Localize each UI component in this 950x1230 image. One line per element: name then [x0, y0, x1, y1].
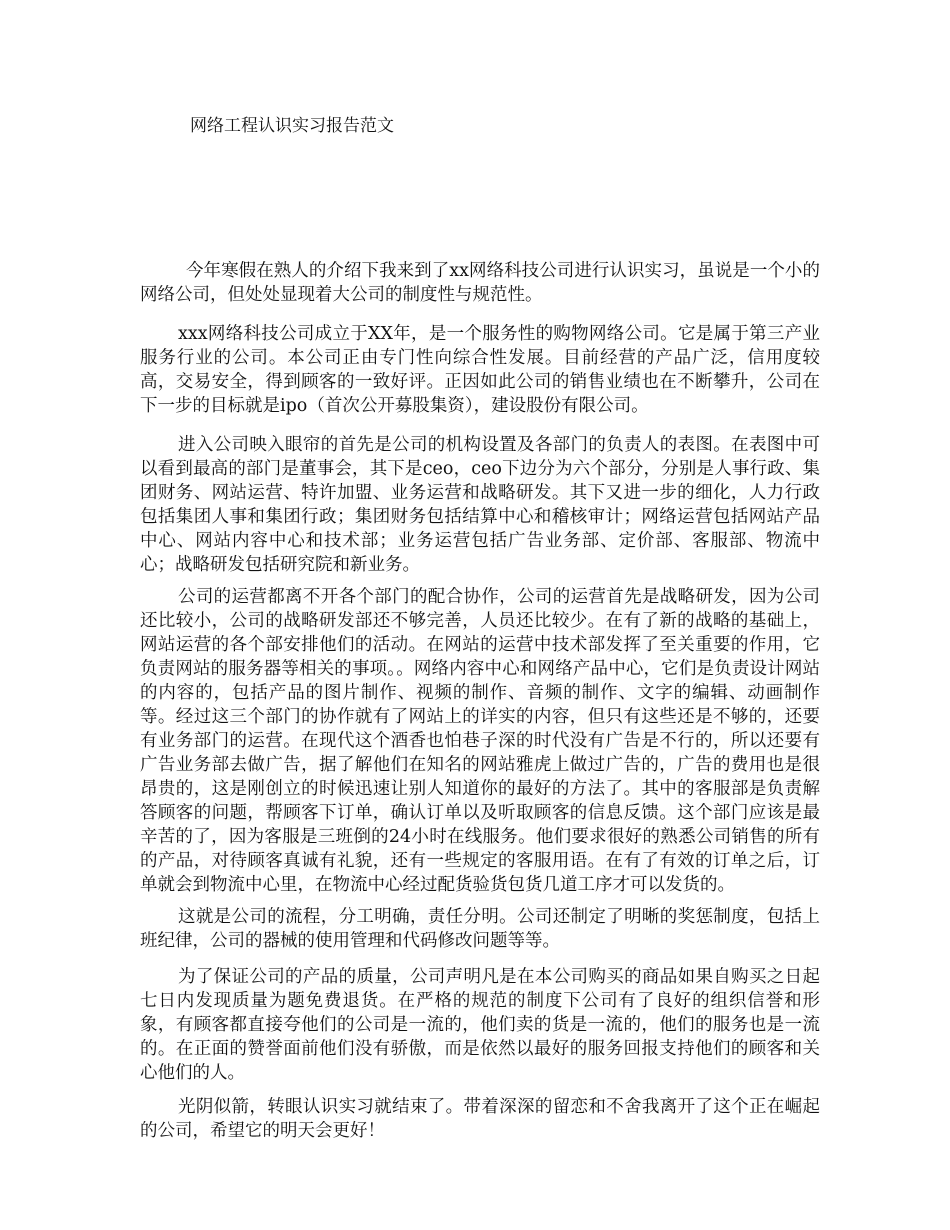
- paragraph-7: 光阴似箭，转眼认识实习就结束了。带着深深的留恋和不舍我离开了这个正在崛起的公司，希望它的明天会更好！: [140, 1096, 820, 1141]
- paragraph-5: 这就是公司的流程，分工明确，责任分明。公司还制定了明晰的奖惩制度，包括上班纪律，公司的器械的使用管理和代码修改问题等等。: [140, 906, 820, 951]
- paragraph-2: xxx网络科技公司成立于XX年，是一个服务性的购物网络公司。它是属于第三产业服务行业的公司。本公司正由专门性向综合性发展。目前经营的产品广泛，信用度较高，交易安全，得到顾客的一致好评。正因如此公司的销售业绩也在不断攀升，公司在下一步的目标就是ipo（首次公开募股集资），建设股份有限公司。: [140, 323, 820, 416]
- paragraph-4: 公司的运营都离不开各个部门的配合协作，公司的运营首先是战略研发，因为公司还比较小，公司的战略研发部还不够完善，人员还比较少。在有了新的战略的基础上，网站运营的各个部安排他们的活动。在网站的运营中技术部发挥了至关重要的作用，它负责网站的服务器等相关的事项。。网络内容中心和网络产品中心，它们是负责设计网站的内容的，包括产品的图片制作、视频的制作、音频的制作、文字的编辑、动画制作等。经过这三个部门的协作就有了网站上的详实的内容，但只有这些还是不够的，还要有业务部门的运营。在现代这个酒香也怕巷子深的时代没有广告是不行的，所以还要有广告业务部去做广告，据了解他们在知名的网站雅虎上做过广告的，广告的费用也是很昂贵的，这是刚创立的时候迅速让别人知道你的最好的方法了。其中的客服部是负责解答顾客的问题，帮顾客下订单，确认订单以及听取顾客的信息反馈。这个部门应该是最辛苦的了，因为客服是三班倒的24小时在线服务。他们要求很好的熟悉公司销售的所有的产品，对待顾客真诚有礼貌，还有一些规定的客服用语。在有了有效的订单之后，订单就会到物流中心里，在物流中心经过配货验货包货几道工序才可以发货的。: [140, 586, 820, 895]
- paragraph-3: 进入公司映入眼帘的首先是公司的机构设置及各部门的负责人的表图。在表图中可以看到最高的部门是董事会，其下是ceo，ceo下边分为六个部分，分别是人事行政、集团财务、网站运营、特许加盟、业务运营和战略研发。其下又进一步的细化，人力行政包括集团人事和集团行政；集团财务包括结算中心和稽核审计；网络运营包括网站产品中心、网站内容中心和技术部；业务运营包括广告业务部、定价部、客服部、物流中心；战略研发包括研究院和新业务。: [140, 434, 820, 575]
- paragraph-6: 为了保证公司的产品的质量，公司声明凡是在本公司购买的商品如果自购买之日起七日内发现质量为题免费退货。在严格的规范的制度下公司有了良好的组织信誉和形象，有顾客都直接夸他们的公司是一流的，他们卖的货是一流的，他们的服务也是一流的。在正面的赞誉面前他们没有骄傲，而是依然以最好的服务回报支持他们的顾客和关心他们的人。: [140, 966, 820, 1083]
- paragraph-1: 今年寒假在熟人的介绍下我来到了xx网络科技公司进行认识实习，虽说是一个小的网络公司，但处处显现着大公司的制度性与规范性。: [140, 260, 820, 305]
- document-title: 网络工程认识实习报告范文: [190, 116, 394, 136]
